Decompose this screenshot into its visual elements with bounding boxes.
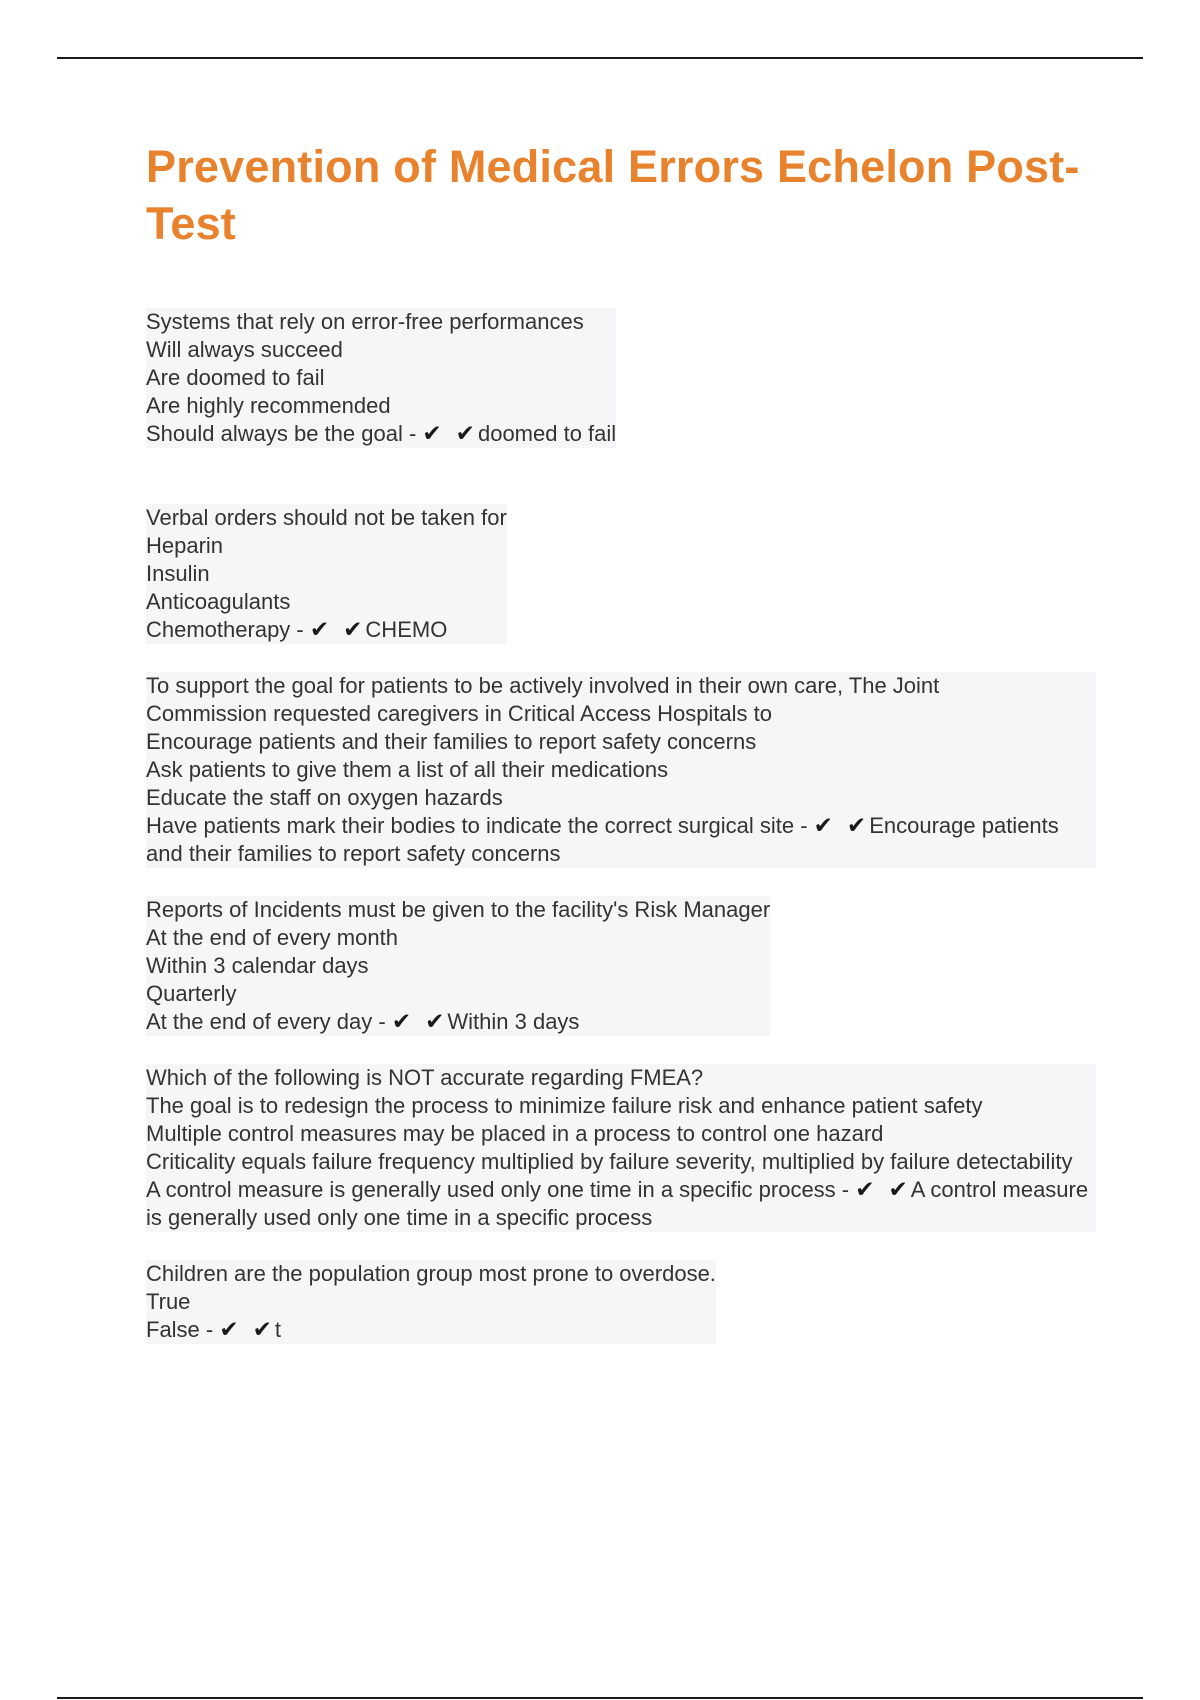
question-text: Reports of Incidents must be given to the facility's Risk Manager [146,897,771,922]
double-check-icon: ✔ ✔ [309,617,366,643]
double-check-icon: ✔ ✔ [813,813,870,839]
option: Are doomed to fail [146,365,325,390]
option: Heparin [146,533,224,558]
document-body [146,138,1096,1372]
option: Multiple control measures may be placed in a process to control one hazard [146,1121,884,1146]
question-block-5 [146,1064,1096,1232]
top-rule [57,57,1143,59]
question-text: Verbal orders should not be taken for [146,505,507,530]
answer-text: A control measure is generally used only one time in a specific process [146,1177,1095,1230]
question-block-3 [146,672,1096,868]
bottom-rule [57,1697,1143,1699]
option: Within 3 calendar days [146,953,369,978]
question-block-1 [146,308,616,448]
option: The goal is to redesign the process to minimize failure risk and enhance patient safety [146,1093,983,1118]
option-text: Should always be the goal - [146,421,423,446]
question-text: Commission requested caregivers in Critical Access Hospitals to [146,701,773,726]
option: Educate the staff on oxygen hazards [146,785,503,810]
option-text: At the end of every day - [146,1009,392,1034]
option: Quarterly [146,981,237,1006]
option-text: False - [146,1317,220,1342]
option: At the end of every month [146,925,398,950]
double-check-icon: ✔ ✔ [422,421,478,447]
option: Will always succeed [146,337,343,362]
answer-text: doomed to fail [477,421,617,446]
question-list [146,308,1096,1344]
option: Ask patients to give them a list of all their medications [146,757,669,782]
question-block-4 [146,896,770,1036]
question-text: Which of the following is NOT accurate regarding FMEA? [146,1065,704,1090]
option: True [146,1289,191,1314]
option-with-answer [146,420,616,448]
double-check-icon: ✔ ✔ [391,1009,448,1035]
option-text: Have patients mark their bodies to indicate the correct surgical site - [146,813,814,838]
option-with-answer [146,1316,716,1344]
double-check-icon: ✔ ✔ [855,1177,911,1203]
option: Encourage patients and their families to report safety concerns [146,729,757,754]
option-text: A control measure is generally used only one time in a specific process - [146,1177,856,1202]
option-with-answer [146,1176,1096,1232]
double-check-icon: ✔ ✔ [219,1317,275,1343]
question-text: Systems that rely on error-free performances [146,309,584,334]
option-with-answer [146,1008,770,1036]
option-with-answer [146,812,1096,868]
option: Insulin [146,561,210,586]
option: Are highly recommended [146,393,391,418]
answer-text: Encourage patients and their families to report safety concerns [146,813,1065,866]
option: Anticoagulants [146,589,291,614]
question-text: Children are the population group most prone to overdose. [146,1261,716,1286]
page-title: Prevention of Medical Errors Echelon Post-Test [146,141,1080,249]
question-block-2 [146,504,507,644]
answer-text: t [274,1317,282,1342]
answer-text: CHEMO [365,617,448,642]
option: Criticality equals failure frequency multiplied by failure severity, multiplied by failure detectability [146,1149,1073,1174]
option-with-answer [146,616,507,644]
option-text: Chemotherapy - [146,617,310,642]
answer-text: Within 3 days [447,1009,580,1034]
question-block-6 [146,1260,716,1344]
question-text: To support the goal for patients to be actively involved in their own care, The Joint [146,673,940,698]
